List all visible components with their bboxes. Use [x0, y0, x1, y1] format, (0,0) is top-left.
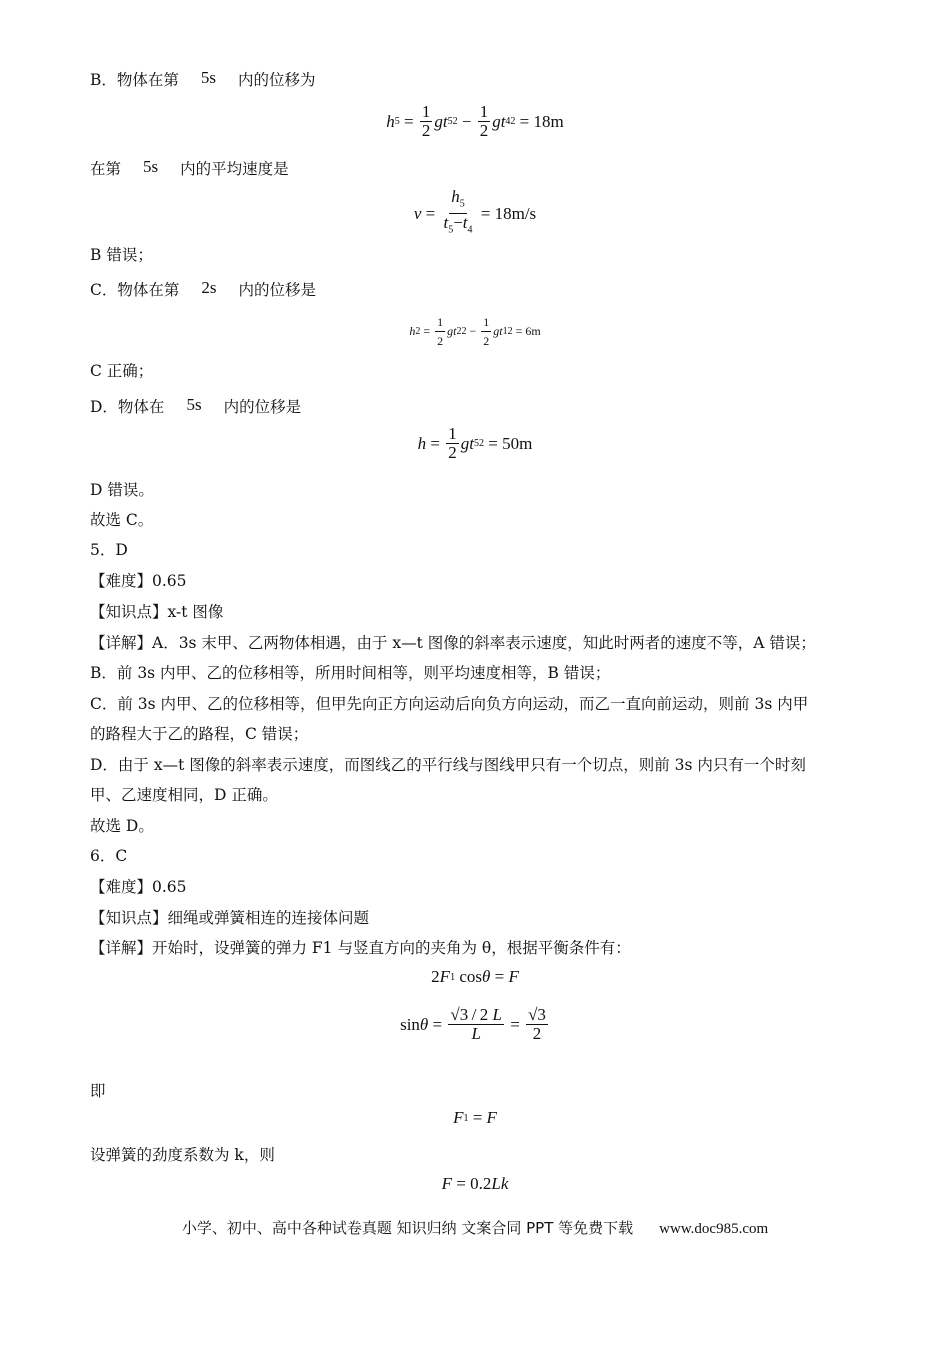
average-velocity-intro: 在第 5s 内的平均速度是 [90, 157, 289, 178]
q5-detail-d2: 甲、乙速度相同，D 正确。 [90, 786, 278, 804]
b-wrong: B 错误； [90, 246, 153, 264]
equation-balance: 2 F 1 cos θ = F [431, 967, 519, 986]
footer-text: 小学、初中、高中各种试卷真题 知识归纳 文案合同 PPT 等免费下载 [181, 1219, 634, 1237]
q5-detail-b: B．前 3s 内甲、乙的位移相等，所用时间相等，则平均速度相等，B 错误； [90, 664, 611, 682]
choose-d: 故选 D。 [90, 817, 154, 835]
q6-difficulty: 【难度】0.65 [90, 878, 187, 896]
q5-knowledge: 【知识点】x-t 图像 [90, 603, 224, 621]
q5-detail-c2: 的路程大于乙的路程，C 错误； [90, 725, 309, 743]
spring-k: 设弹簧的劲度系数为 k，则 [90, 1146, 275, 1164]
footer [0, 1217, 950, 1238]
q5-answer: 5．D [90, 541, 128, 559]
option-b-intro: B．物体在第 5s 内的位移为 [90, 68, 316, 89]
q5-detail-d1: D．由于 x—t 图像的斜率表示速度，而图线乙的平行线与图线甲只有一个切点，则前 3s 内只有一个时刻 [90, 756, 806, 774]
equation-h5: h 5 = $\frac{1}{2}$ gt 5 2 − $\frac{1}{2}$ gt 4 2 = 18m [386, 102, 564, 140]
d-wrong: D 错误。 [90, 481, 154, 499]
ji: 即 [90, 1082, 106, 1100]
choose-c: 故选 C。 [90, 511, 154, 529]
equation-average-velocity: v = $\frac{h_5}{t_5-t_4}$ = 18m/s [413, 187, 537, 236]
q5-detail-a: 【详解】A．3s 末甲、乙两物体相遇，由于 x—t 图像的斜率表示速度，知此时两者的速度不等，A 错误； [90, 634, 816, 652]
q6-answer: 6．C [90, 847, 128, 865]
q5-difficulty: 【难度】0.65 [90, 572, 187, 590]
q5-detail-c1: C．前 3s 内甲、乙的位移相等，但甲先向正方向运动后向负方向运动，而乙一直向前运动，则前 3s 内甲 [90, 695, 809, 713]
equation-f1-eq-f: F 1 = F [453, 1108, 497, 1127]
footer-site-link[interactable]: www.doc985.com [659, 1221, 769, 1237]
equation-f: F = 0.2 Lk [441, 1174, 509, 1193]
equation-sin-theta: sin θ = $\frac{√3 / 2 L}{L}$ = $\frac{√3}{2}$ [400, 1005, 546, 1043]
q6-knowledge: 【知识点】细绳或弹簧相连的连接体问题 [90, 909, 370, 927]
option-d-intro: D．物体在 5s 内的位移是 [90, 395, 302, 416]
equation-h: h = $\frac{1}{2}$ gt 5 2 = 50m [417, 424, 533, 462]
q6-detail: 【详解】开始时，设弹簧的弹力 F1 与竖直方向的夹角为 θ，根据平衡条件有： [90, 939, 631, 957]
option-c-intro: C．物体在第 2s 内的位移是 [90, 278, 317, 299]
equation-h2: h 2 = $\frac{1}{2}$ gt 2 2 − $\frac{1}{2}$ gt 1 2 = 6m [409, 315, 541, 348]
c-right: C 正确； [90, 362, 154, 380]
